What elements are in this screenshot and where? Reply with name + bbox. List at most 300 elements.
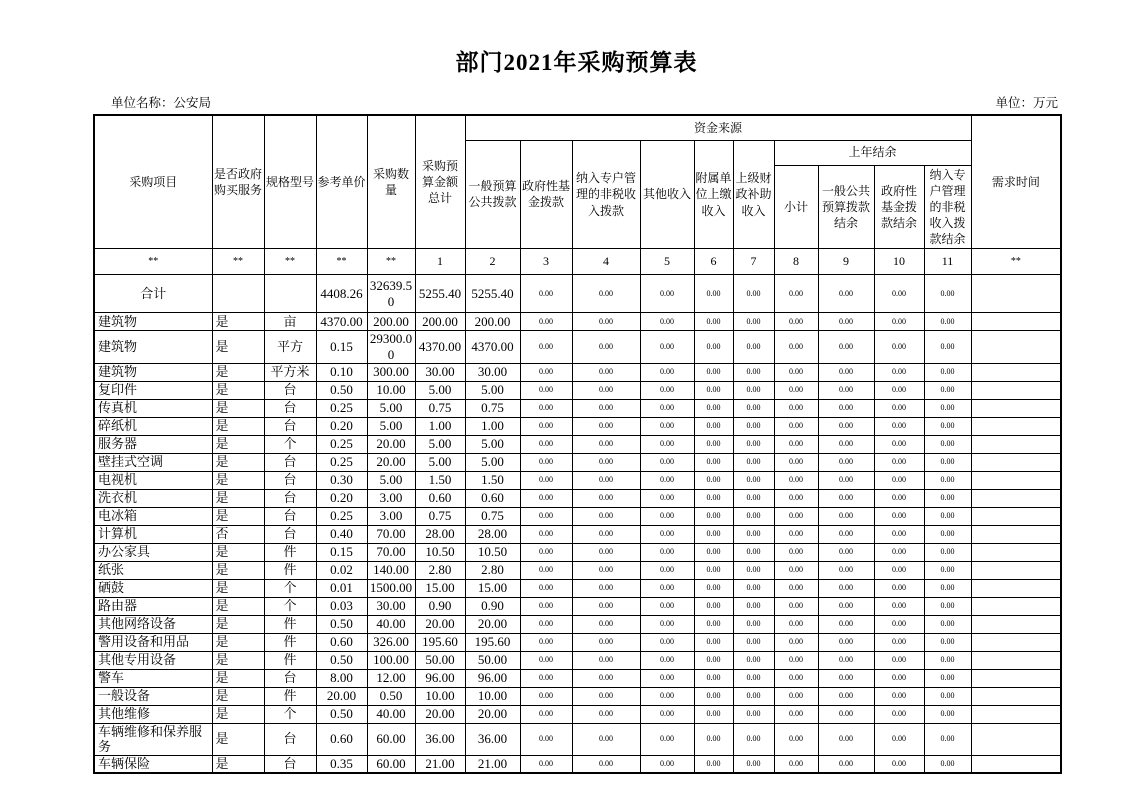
cell-other-income: 0.00 [640, 331, 694, 363]
cell-demand-time [971, 651, 1061, 669]
cell-unit-price: 0.20 [316, 417, 367, 435]
cell-gov-fund-balance: 0.00 [874, 381, 924, 399]
cell-other-income: 0.00 [640, 417, 694, 435]
cell-general-balance: 0.00 [818, 363, 874, 381]
cell-item: 电视机 [94, 471, 212, 489]
cell-gov-fund: 0.00 [520, 579, 572, 597]
cell-spec: 个 [264, 579, 316, 597]
index-row [94, 249, 1061, 275]
cell-gov-fund: 0.00 [520, 633, 572, 651]
cell-item: 复印件 [94, 381, 212, 399]
cell-general-balance: 0.00 [818, 507, 874, 525]
cell-gov-purchase: 是 [212, 417, 264, 435]
cell-other-income: 0.00 [640, 435, 694, 453]
cell-general-budget: 5.00 [465, 381, 520, 399]
cell-gov-purchase: 是 [212, 507, 264, 525]
cell-demand-time [971, 633, 1061, 651]
cell-budget-total: 5.00 [415, 381, 465, 399]
cell-budget-total: 20.00 [415, 705, 465, 723]
col-header-demand-time: 需求时间 [971, 115, 1061, 249]
cell-gov-fund-balance: 0.00 [874, 453, 924, 471]
cell-gov-fund-balance: 0.00 [874, 507, 924, 525]
cell-unit-price: 0.50 [316, 651, 367, 669]
cell-superior-subsidy: 0.00 [733, 597, 774, 615]
cell-gov-fund: 0.00 [520, 651, 572, 669]
cell-other-income: 0.00 [640, 705, 694, 723]
cell-subtotal: 0.00 [774, 633, 818, 651]
cell-budget-total: 5255.40 [415, 275, 465, 313]
cell-gov-purchase: 是 [212, 651, 264, 669]
cell-subtotal: 0.00 [774, 489, 818, 507]
table-row [94, 755, 1061, 773]
cell-budget-total: 2.80 [415, 561, 465, 579]
cell-subsidiary-income: 0.00 [694, 417, 733, 435]
cell-subtotal: 0.00 [774, 687, 818, 705]
cell-subtotal: 0.00 [774, 313, 818, 331]
cell-quantity: 70.00 [367, 543, 415, 561]
cell-superior-subsidy: 0.00 [733, 507, 774, 525]
cell-general-balance: 0.00 [818, 471, 874, 489]
cell-subsidiary-income: 0.00 [694, 471, 733, 489]
cell-subsidiary-income: 0.00 [694, 507, 733, 525]
cell-special-nontax: 0.00 [572, 507, 640, 525]
cell-special-nontax-balance: 0.00 [924, 363, 971, 381]
cell-gov-fund-balance: 0.00 [874, 755, 924, 773]
cell-special-nontax: 0.00 [572, 275, 640, 313]
cell-quantity: 29300.00 [367, 331, 415, 363]
cell-item: 警车 [94, 669, 212, 687]
index-unit-price: ** [316, 249, 367, 275]
cell-budget-total: 0.75 [415, 507, 465, 525]
cell-demand-time [971, 561, 1061, 579]
cell-demand-time [971, 705, 1061, 723]
cell-unit-price: 0.02 [316, 561, 367, 579]
cell-special-nontax-balance: 0.00 [924, 471, 971, 489]
cell-subtotal: 0.00 [774, 435, 818, 453]
cell-gov-fund-balance: 0.00 [874, 417, 924, 435]
cell-budget-total: 5.00 [415, 435, 465, 453]
cell-superior-subsidy: 0.00 [733, 399, 774, 417]
cell-special-nontax-balance: 0.00 [924, 525, 971, 543]
col-header-quantity: 采购数量 [367, 115, 415, 249]
cell-special-nontax: 0.00 [572, 363, 640, 381]
cell-special-nontax-balance: 0.00 [924, 453, 971, 471]
cell-gov-fund-balance: 0.00 [874, 579, 924, 597]
cell-subtotal: 0.00 [774, 399, 818, 417]
cell-spec: 台 [264, 669, 316, 687]
cell-gov-fund: 0.00 [520, 543, 572, 561]
cell-other-income: 0.00 [640, 633, 694, 651]
cell-item: 壁挂式空调 [94, 453, 212, 471]
cell-subtotal: 0.00 [774, 543, 818, 561]
cell-special-nontax-balance: 0.00 [924, 435, 971, 453]
cell-demand-time [971, 615, 1061, 633]
cell-general-balance: 0.00 [818, 489, 874, 507]
cell-superior-subsidy: 0.00 [733, 275, 774, 313]
cell-general-budget: 36.00 [465, 723, 520, 755]
cell-spec: 台 [264, 399, 316, 417]
cell-gov-purchase: 是 [212, 669, 264, 687]
cell-subsidiary-income: 0.00 [694, 363, 733, 381]
cell-gov-fund-balance: 0.00 [874, 543, 924, 561]
cell-demand-time [971, 507, 1061, 525]
cell-quantity: 0.50 [367, 687, 415, 705]
cell-spec: 台 [264, 381, 316, 399]
cell-subtotal: 0.00 [774, 331, 818, 363]
index-other-income: 5 [640, 249, 694, 275]
cell-gov-fund: 0.00 [520, 669, 572, 687]
cell-subtotal: 0.00 [774, 507, 818, 525]
cell-special-nontax-balance: 0.00 [924, 381, 971, 399]
unit-name [111, 93, 211, 111]
cell-demand-time [971, 669, 1061, 687]
cell-other-income: 0.00 [640, 525, 694, 543]
cell-superior-subsidy: 0.00 [733, 615, 774, 633]
cell-item: 计算机 [94, 525, 212, 543]
cell-gov-fund-balance: 0.00 [874, 651, 924, 669]
table-row [94, 453, 1061, 471]
cell-gov-fund: 0.00 [520, 687, 572, 705]
table-row [94, 525, 1061, 543]
index-subtotal: 8 [774, 249, 818, 275]
cell-budget-total: 1.50 [415, 471, 465, 489]
index-superior-subsidy: 7 [733, 249, 774, 275]
cell-item: 路由器 [94, 597, 212, 615]
unit-name-label: 单位名称： [111, 96, 174, 110]
cell-special-nontax: 0.00 [572, 543, 640, 561]
cell-gov-purchase: 是 [212, 755, 264, 773]
cell-item: 其他专用设备 [94, 651, 212, 669]
cell-quantity: 300.00 [367, 363, 415, 381]
cell-gov-fund: 0.00 [520, 507, 572, 525]
cell-unit-price: 4370.00 [316, 313, 367, 331]
cell-unit-price: 0.20 [316, 489, 367, 507]
cell-special-nontax-balance: 0.00 [924, 275, 971, 313]
cell-subtotal: 0.00 [774, 471, 818, 489]
cell-item: 其他网络设备 [94, 615, 212, 633]
cell-demand-time [971, 381, 1061, 399]
cell-special-nontax-balance: 0.00 [924, 723, 971, 755]
cell-quantity: 32639.50 [367, 275, 415, 313]
cell-unit-price: 20.00 [316, 687, 367, 705]
cell-spec: 个 [264, 597, 316, 615]
cell-special-nontax: 0.00 [572, 669, 640, 687]
cell-superior-subsidy: 0.00 [733, 755, 774, 773]
cell-gov-fund: 0.00 [520, 471, 572, 489]
cell-gov-fund-balance: 0.00 [874, 275, 924, 313]
cell-subtotal: 0.00 [774, 525, 818, 543]
cell-quantity: 60.00 [367, 755, 415, 773]
cell-demand-time [971, 363, 1061, 381]
cell-item: 车辆保险 [94, 755, 212, 773]
cell-special-nontax: 0.00 [572, 381, 640, 399]
cell-spec: 台 [264, 489, 316, 507]
cell-spec: 件 [264, 633, 316, 651]
cell-quantity: 40.00 [367, 705, 415, 723]
cell-superior-subsidy: 0.00 [733, 417, 774, 435]
cell-quantity: 3.00 [367, 489, 415, 507]
cell-subsidiary-income: 0.00 [694, 561, 733, 579]
cell-general-budget: 28.00 [465, 525, 520, 543]
cell-general-balance: 0.00 [818, 615, 874, 633]
cell-gov-fund: 0.00 [520, 275, 572, 313]
cell-gov-fund-balance: 0.00 [874, 669, 924, 687]
cell-general-budget: 10.00 [465, 687, 520, 705]
cell-quantity: 326.00 [367, 633, 415, 651]
cell-subtotal: 0.00 [774, 453, 818, 471]
cell-superior-subsidy: 0.00 [733, 651, 774, 669]
cell-unit-price: 4408.26 [316, 275, 367, 313]
cell-special-nontax-balance: 0.00 [924, 561, 971, 579]
cell-quantity: 70.00 [367, 525, 415, 543]
cell-other-income: 0.00 [640, 507, 694, 525]
cell-superior-subsidy: 0.00 [733, 453, 774, 471]
cell-superior-subsidy: 0.00 [733, 705, 774, 723]
cell-other-income: 0.00 [640, 471, 694, 489]
cell-item: 服务器 [94, 435, 212, 453]
cell-budget-total: 0.90 [415, 597, 465, 615]
cell-special-nontax: 0.00 [572, 453, 640, 471]
col-header-unit-price: 参考单价 [316, 115, 367, 249]
cell-item: 建筑物 [94, 363, 212, 381]
cell-superior-subsidy: 0.00 [733, 331, 774, 363]
cell-unit-price: 0.15 [316, 331, 367, 363]
cell-gov-fund-balance: 0.00 [874, 597, 924, 615]
col-header-general-balance: 一般公共预算拨款结余 [818, 165, 874, 249]
cell-special-nontax-balance: 0.00 [924, 687, 971, 705]
unit-label: 单位： [995, 96, 1033, 110]
cell-other-income: 0.00 [640, 579, 694, 597]
cell-subtotal: 0.00 [774, 615, 818, 633]
cell-subsidiary-income: 0.00 [694, 615, 733, 633]
cell-subtotal: 0.00 [774, 723, 818, 755]
cell-gov-fund: 0.00 [520, 705, 572, 723]
cell-subtotal: 0.00 [774, 363, 818, 381]
table-row [94, 579, 1061, 597]
cell-item: 洗衣机 [94, 489, 212, 507]
cell-general-balance: 0.00 [818, 755, 874, 773]
table-row [94, 417, 1061, 435]
cell-gov-fund-balance: 0.00 [874, 561, 924, 579]
cell-subsidiary-income: 0.00 [694, 705, 733, 723]
cell-gov-purchase: 是 [212, 561, 264, 579]
table-row [94, 507, 1061, 525]
cell-subtotal: 0.00 [774, 669, 818, 687]
cell-subsidiary-income: 0.00 [694, 543, 733, 561]
cell-general-balance: 0.00 [818, 435, 874, 453]
cell-special-nontax-balance: 0.00 [924, 705, 971, 723]
cell-budget-total: 21.00 [415, 755, 465, 773]
cell-subtotal: 0.00 [774, 705, 818, 723]
index-quantity: ** [367, 249, 415, 275]
cell-general-balance: 0.00 [818, 331, 874, 363]
cell-gov-fund: 0.00 [520, 489, 572, 507]
cell-general-balance: 0.00 [818, 633, 874, 651]
cell-demand-time [971, 525, 1061, 543]
cell-other-income: 0.00 [640, 313, 694, 331]
cell-item: 警用设备和用品 [94, 633, 212, 651]
cell-gov-fund-balance: 0.00 [874, 687, 924, 705]
cell-subtotal: 0.00 [774, 561, 818, 579]
cell-spec: 件 [264, 543, 316, 561]
cell-quantity: 100.00 [367, 651, 415, 669]
cell-special-nontax-balance: 0.00 [924, 651, 971, 669]
cell-subsidiary-income: 0.00 [694, 633, 733, 651]
cell-subtotal: 0.00 [774, 579, 818, 597]
cell-gov-fund: 0.00 [520, 417, 572, 435]
cell-item: 电冰箱 [94, 507, 212, 525]
cell-special-nontax: 0.00 [572, 417, 640, 435]
cell-superior-subsidy: 0.00 [733, 435, 774, 453]
cell-spec: 台 [264, 453, 316, 471]
col-header-funding-source: 资金来源 [465, 115, 971, 140]
total-row [94, 275, 1061, 313]
table-row [94, 363, 1061, 381]
cell-demand-time [971, 489, 1061, 507]
cell-spec [264, 275, 316, 313]
cell-other-income: 0.00 [640, 363, 694, 381]
cell-unit-price: 0.40 [316, 525, 367, 543]
cell-special-nontax: 0.00 [572, 399, 640, 417]
col-header-subtotal: 小计 [774, 165, 818, 249]
index-special-nontax: 4 [572, 249, 640, 275]
cell-quantity: 12.00 [367, 669, 415, 687]
cell-demand-time [971, 331, 1061, 363]
cell-budget-total: 30.00 [415, 363, 465, 381]
cell-budget-total: 0.60 [415, 489, 465, 507]
cell-item: 合计 [94, 275, 212, 313]
cell-unit-price: 0.50 [316, 705, 367, 723]
cell-gov-purchase: 是 [212, 331, 264, 363]
cell-quantity: 200.00 [367, 313, 415, 331]
cell-gov-purchase: 是 [212, 687, 264, 705]
cell-general-balance: 0.00 [818, 579, 874, 597]
cell-special-nontax: 0.00 [572, 705, 640, 723]
index-general-balance: 9 [818, 249, 874, 275]
cell-special-nontax-balance: 0.00 [924, 489, 971, 507]
index-gov-purchase: ** [212, 249, 264, 275]
table-row [94, 331, 1061, 363]
cell-superior-subsidy: 0.00 [733, 471, 774, 489]
cell-gov-fund: 0.00 [520, 453, 572, 471]
cell-subsidiary-income: 0.00 [694, 275, 733, 313]
unit-value: 万元 [1032, 96, 1058, 110]
table-row [94, 543, 1061, 561]
cell-special-nontax-balance: 0.00 [924, 507, 971, 525]
cell-general-budget: 4370.00 [465, 331, 520, 363]
cell-general-balance: 0.00 [818, 669, 874, 687]
cell-item: 其他维修 [94, 705, 212, 723]
cell-item: 传真机 [94, 399, 212, 417]
cell-budget-total: 50.00 [415, 651, 465, 669]
cell-demand-time [971, 417, 1061, 435]
cell-superior-subsidy: 0.00 [733, 381, 774, 399]
cell-gov-fund: 0.00 [520, 399, 572, 417]
cell-spec: 件 [264, 561, 316, 579]
cell-general-balance: 0.00 [818, 723, 874, 755]
cell-general-balance: 0.00 [818, 453, 874, 471]
col-header-budget-total: 采购预算金额总计 [415, 115, 465, 249]
cell-other-income: 0.00 [640, 543, 694, 561]
cell-spec: 台 [264, 723, 316, 755]
cell-special-nontax-balance: 0.00 [924, 543, 971, 561]
index-demand-time: ** [971, 249, 1061, 275]
cell-budget-total: 20.00 [415, 615, 465, 633]
cell-gov-fund-balance: 0.00 [874, 723, 924, 755]
cell-superior-subsidy: 0.00 [733, 633, 774, 651]
cell-unit-price: 0.01 [316, 579, 367, 597]
index-budget-total: 1 [415, 249, 465, 275]
unit-name-value: 公安局 [173, 96, 212, 110]
cell-special-nontax: 0.00 [572, 489, 640, 507]
cell-item: 硒鼓 [94, 579, 212, 597]
cell-subsidiary-income: 0.00 [694, 525, 733, 543]
cell-subsidiary-income: 0.00 [694, 687, 733, 705]
cell-demand-time [971, 313, 1061, 331]
cell-subsidiary-income: 0.00 [694, 755, 733, 773]
cell-demand-time [971, 435, 1061, 453]
cell-unit-price: 0.35 [316, 755, 367, 773]
cell-special-nontax: 0.00 [572, 313, 640, 331]
cell-subsidiary-income: 0.00 [694, 579, 733, 597]
cell-gov-fund: 0.00 [520, 723, 572, 755]
cell-gov-fund: 0.00 [520, 313, 572, 331]
cell-spec: 台 [264, 417, 316, 435]
cell-spec: 亩 [264, 313, 316, 331]
cell-special-nontax: 0.00 [572, 633, 640, 651]
cell-special-nontax: 0.00 [572, 755, 640, 773]
cell-gov-purchase: 是 [212, 381, 264, 399]
cell-general-budget: 20.00 [465, 615, 520, 633]
table-row [94, 633, 1061, 651]
cell-budget-total: 4370.00 [415, 331, 465, 363]
cell-special-nontax-balance: 0.00 [924, 331, 971, 363]
cell-other-income: 0.00 [640, 561, 694, 579]
cell-quantity: 5.00 [367, 399, 415, 417]
cell-general-balance: 0.00 [818, 687, 874, 705]
cell-budget-total: 0.75 [415, 399, 465, 417]
cell-gov-fund-balance: 0.00 [874, 705, 924, 723]
col-header-gov-purchase: 是否政府购买服务 [212, 115, 264, 249]
cell-other-income: 0.00 [640, 651, 694, 669]
col-header-prev-year-balance: 上年结余 [774, 140, 971, 165]
cell-subsidiary-income: 0.00 [694, 723, 733, 755]
cell-gov-purchase: 是 [212, 705, 264, 723]
cell-unit-price: 0.25 [316, 507, 367, 525]
cell-demand-time [971, 597, 1061, 615]
cell-general-budget: 5.00 [465, 435, 520, 453]
cell-general-budget: 30.00 [465, 363, 520, 381]
cell-superior-subsidy: 0.00 [733, 313, 774, 331]
cell-general-balance: 0.00 [818, 543, 874, 561]
cell-gov-fund-balance: 0.00 [874, 471, 924, 489]
cell-gov-fund: 0.00 [520, 561, 572, 579]
cell-demand-time [971, 275, 1061, 313]
header-row-1 [94, 115, 1061, 140]
cell-general-budget: 50.00 [465, 651, 520, 669]
cell-quantity: 1500.00 [367, 579, 415, 597]
cell-item: 建筑物 [94, 331, 212, 363]
col-header-gov-fund-balance: 政府性基金拨款结余 [874, 165, 924, 249]
index-spec: ** [264, 249, 316, 275]
cell-special-nontax: 0.00 [572, 687, 640, 705]
cell-unit-price: 0.03 [316, 597, 367, 615]
cell-subtotal: 0.00 [774, 275, 818, 313]
cell-gov-fund: 0.00 [520, 381, 572, 399]
cell-item: 碎纸机 [94, 417, 212, 435]
cell-special-nontax-balance: 0.00 [924, 755, 971, 773]
cell-gov-fund-balance: 0.00 [874, 313, 924, 331]
